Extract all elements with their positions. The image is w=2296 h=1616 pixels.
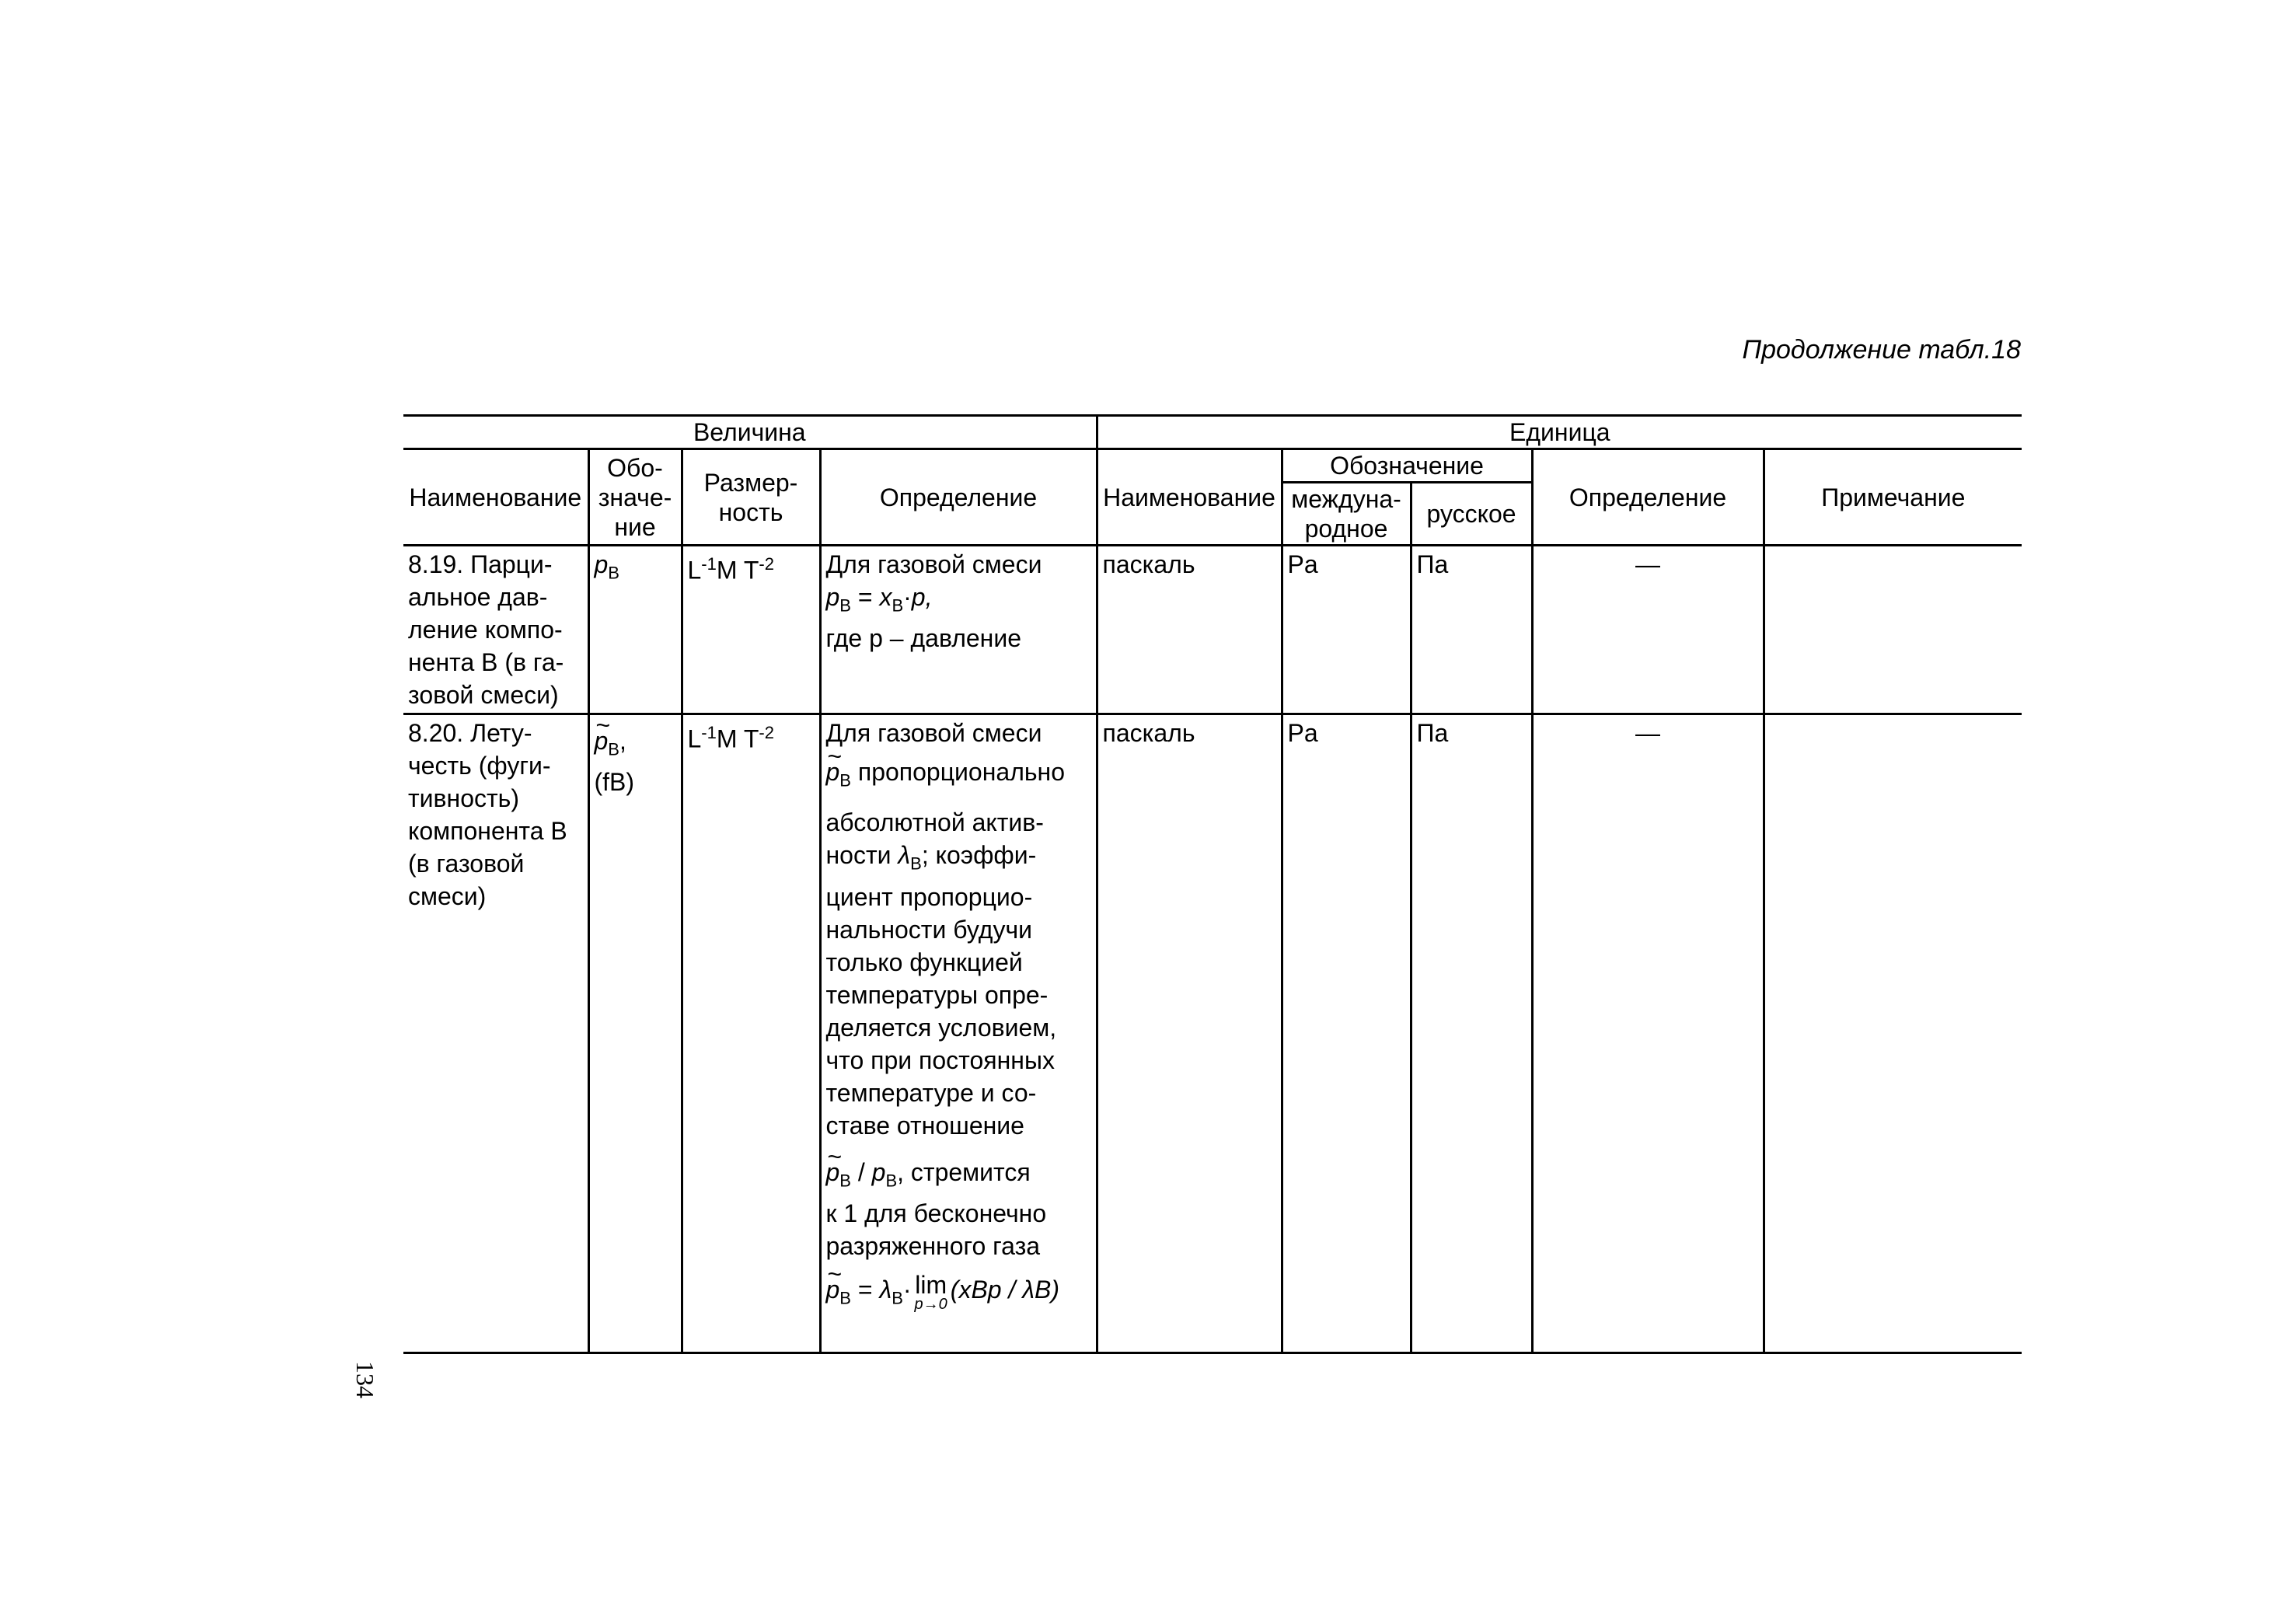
def-tends: , стремится [897,1157,1031,1186]
header-group-row [403,416,2022,449]
symbol-subscript: B [608,739,619,759]
lambda-sub: B [892,1288,903,1308]
row-unit-rus: Па [1411,546,1532,714]
eq-p: p [825,583,840,611]
header-col-note: Примечание [1764,449,2022,546]
header-col-russian: русское [1411,483,1532,546]
row-name: 8.19. Парци- альное дав- ление компо- нента В (в га- зовой смеси) [403,546,588,714]
dim-l: L [687,724,702,753]
header-unit-group: Единица [1097,416,2022,449]
row-unit-name: паскаль [1097,714,1282,1353]
table-row [403,714,2022,1353]
row-unit-name: паскаль [1097,546,1282,714]
row-definition [820,714,1097,1353]
row-definition [820,546,1097,714]
eq-x: x [879,583,892,611]
row-note [1764,546,2022,714]
row-unit-rus: Па [1411,714,1532,1353]
dim-t: T [743,556,759,585]
lambda-symbol: λ [898,841,911,870]
quantities-table [403,414,2022,1354]
eq-x-sub: B [892,595,904,616]
def-line-3: где p – давление [825,624,1022,653]
lim-argument: (xBp / λB) [950,1276,1060,1304]
header-col-international: междуна- родное [1282,483,1411,546]
def-line-1: Для газовой смеси [825,550,1042,578]
row-symbol: ~ $p_B$, (fB) [588,714,682,1353]
dim-m: M [716,556,738,585]
def-line-1: Для газовой смеси [825,719,1042,747]
page-number: 134 [351,1361,379,1398]
dim-t: T [743,724,759,753]
header-col-definition: Определение [820,449,1097,546]
lim-subscript: p→0 [914,1296,947,1314]
def-text-a [826,806,1091,1141]
dim-m: M [716,724,738,753]
header-columns-row [403,449,2022,483]
tilde-p: ~ p [826,756,840,788]
header-col-name: Наименование [403,449,588,546]
header-col-unit-definition: Определение [1532,449,1764,546]
row-dimension [682,714,820,1353]
row-dimension [682,546,820,714]
dim-l-exp: -1 [701,723,717,742]
row-name: 8.20. Лету- честь (фуги- тивность) компонента В (в газовой смеси) [403,714,588,1353]
tilde-p-sub: B [839,770,851,791]
def-prop-line [826,749,1091,797]
symbol-letter: p [594,550,609,578]
row-unit-def: — [1532,714,1764,1353]
ratio-p: p [871,1157,886,1186]
ratio-p-sub: B [885,1171,898,1191]
row-unit-int: Pa [1282,546,1411,714]
dim-t-exp: -2 [759,554,774,574]
lim-block [915,1273,947,1312]
symbol-subscript: B [608,563,619,583]
header-quantity-group: Величина [403,416,1097,449]
table-continuation-caption: Продолжение табл.18 [1742,335,2021,365]
row-unit-int: Pa [1282,714,1411,1353]
dim-t-exp: -2 [759,723,774,742]
row-note [1764,714,2022,1353]
tilde-p-sub: B [839,1288,851,1308]
tilde-p: ~ p [826,1156,840,1188]
def-prop: пропорционально [857,758,1065,786]
ratio-slash: / [850,1157,872,1186]
tilde-p: ~ p [826,1273,840,1306]
eq-dot: · [903,583,912,611]
header-col-unit-designation: Обозначение [1282,449,1532,483]
def-limit-formula: ~ $p_B = \lambda_B\cdot \lim$ p→0 (xBp / λB) [826,1262,1091,1314]
def-ratio-line [826,1142,1091,1197]
eq-equals: = [850,583,880,611]
eq-p-total: p, [911,583,933,611]
table-row [403,546,2022,714]
eq-p-sub: B [839,595,851,616]
tilde-p-sub: B [839,1171,851,1191]
symbol-alt: (fB) [594,768,635,797]
def-text-b: ; коэффи- циент пропорцио- нальности будучи только функцией температуры опре- деляется условием, что при постоянных температуре и со- ставе отношение [825,841,1057,1140]
tilde-p: ~ p [595,724,609,757]
header-col-dimension: Размер- ность [682,449,820,546]
lim-text: lim [915,1271,947,1300]
lambda-sub: B [910,853,922,874]
header-col-unit-name: Наименование [1097,449,1282,546]
dim-l: L [687,556,702,585]
lambda-symbol: λ [879,1276,892,1304]
row-symbol [588,546,682,714]
header-col-symbol: Обо- значе- ние [588,449,682,546]
def-equation [826,581,1091,622]
row-unit-def: — [1532,546,1764,714]
def-text-c: к 1 для бесконечно разряженного газа [825,1199,1047,1261]
def-text-a-span: абсолютной актив- ности [825,808,1044,870]
dim-l-exp: -1 [701,554,717,574]
